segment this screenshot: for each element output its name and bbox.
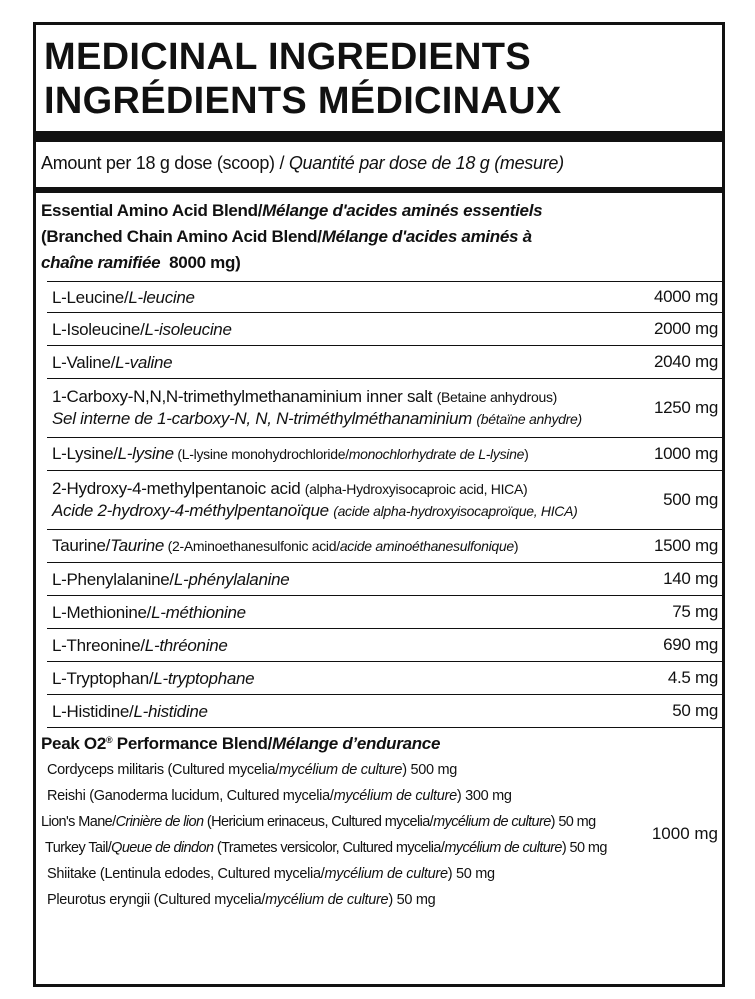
ingredient-note-en: (L-lysine monohydrochloride/ — [173, 446, 349, 462]
item-text-2: (Hericium erinaceus, Cultured mycelia/ — [203, 814, 434, 830]
ingredient-row-threonine — [47, 629, 722, 662]
item-text-2: (Trametes versicolor, Cultured mycelia/ — [213, 840, 445, 856]
ingredient-note-fr: monochlorhydrate de L-lysine — [348, 446, 525, 462]
title-french: INGRÉDIENTS MÉDICINAUX — [44, 80, 562, 122]
ingredient-note-en: (alpha-Hydroxyisocaproic acid, HICA) — [304, 481, 528, 497]
serving-amount-fr: Quantité par dose de 18 g (mesure) — [288, 153, 564, 173]
ingredient-row-valine — [47, 346, 722, 379]
peak-title-fr: Mélange d’endurance — [272, 734, 441, 753]
ingredient-amount: 4.5 mg — [667, 668, 718, 687]
ingredient-name-en: L-Phenylalanine/ — [52, 569, 174, 589]
ingredient-name-fr: L-phénylalanine — [173, 569, 290, 589]
ingredient-amount: 2000 mg — [653, 319, 718, 338]
ingredient-name-en: L-Histidine/ — [52, 701, 134, 721]
ingredient-name-en: L-Lysine/ — [52, 444, 118, 463]
ingredient-note-en: (2-Aminoethanesulfonic acid/ — [164, 538, 340, 554]
ingredient-name-fr: Sel interne de 1-carboxy-N, N, N-triméthylméthanaminium — [52, 409, 477, 428]
mushroom-item-turkey-tail — [41, 835, 607, 861]
ingredient-amount: 75 mg — [672, 602, 718, 621]
ingredient-row-leucine — [47, 281, 722, 313]
ingredient-amount: 2040 mg — [653, 352, 718, 371]
ingredient-amount: 500 mg — [663, 490, 718, 509]
ingredient-name-fr: L-histidine — [133, 701, 208, 721]
ingredient-name-fr: L-leucine — [128, 287, 195, 307]
ingredient-name-fr: L-tryptophane — [153, 668, 255, 688]
peak-blend-amount: 1000 mg — [651, 823, 718, 843]
item-text: Cordyceps militaris (Cultured mycelia/ — [47, 762, 279, 778]
ingredient-name-en: L-Tryptophan/ — [52, 668, 154, 688]
mushroom-item-reishi — [41, 783, 607, 809]
mushroom-item-shiitake — [41, 861, 607, 887]
mushroom-item-pleurotus — [41, 887, 607, 913]
ingredient-note-end: ) — [513, 538, 519, 554]
item-text-fr: Crinière de lion — [115, 814, 204, 830]
mushroom-list — [41, 754, 607, 913]
ingredient-amount: 50 mg — [672, 701, 718, 720]
item-amount: ) 300 mg — [456, 788, 512, 804]
ingredient-name-en: Taurine/ — [52, 536, 111, 555]
registered-mark: ® — [106, 735, 113, 745]
mushroom-item-lions-mane — [41, 809, 607, 835]
item-amount: ) 50 mg — [550, 814, 596, 830]
item-text: Turkey Tail/ — [45, 840, 112, 856]
blend-line2-fr: Mélange d'acides aminés à — [321, 227, 532, 246]
thick-divider — [36, 131, 722, 142]
ingredient-row-histidine — [47, 695, 722, 728]
ingredient-row-phenylalanine — [47, 563, 722, 596]
item-text-fr: mycélium de culture — [278, 762, 403, 778]
item-text: Reishi (Ganoderma lucidum, Cultured mycelia/ — [47, 788, 334, 804]
item-text-fr-2: mycélium de culture — [444, 840, 562, 856]
peak-title-en: Performance Blend/ — [112, 734, 272, 753]
ingredient-row-methionine — [47, 596, 722, 629]
ingredient-amount: 4000 mg — [653, 287, 718, 306]
item-text: Lion's Mane/ — [41, 814, 116, 830]
serving-amount-en: Amount per 18 g dose (scoop) / — [41, 153, 289, 173]
item-text-fr-2: mycélium de culture — [433, 814, 551, 830]
ingredient-name-en: L-Valine/ — [52, 352, 116, 372]
ingredient-note-fr: (bétaïne anhydre) — [476, 411, 582, 427]
ingredient-name-en: L-Leucine/ — [52, 287, 129, 307]
peak-blend-title — [41, 734, 722, 754]
ingredient-name-en: 2-Hydroxy-4-methylpentanoic acid — [52, 479, 305, 498]
item-amount: ) 500 mg — [402, 762, 458, 778]
item-amount: ) 50 mg — [561, 840, 607, 856]
ingredient-amount: 1250 mg — [653, 398, 718, 417]
ingredient-table — [47, 281, 722, 728]
ingredient-row-lysine — [47, 438, 722, 471]
ingredient-amount: 690 mg — [663, 635, 718, 654]
ingredient-name-fr: L-méthionine — [151, 602, 246, 622]
ingredient-row-tryptophan — [47, 662, 722, 695]
ingredient-name-en: 1-Carboxy-N,N,N-trimethylmethanaminium inner salt — [52, 387, 437, 406]
ingredient-row-taurine — [47, 530, 722, 563]
peak-o2-blend — [36, 728, 722, 913]
ingredient-name-en: L-Isoleucine/ — [52, 319, 145, 339]
ingredient-note-end: ) — [524, 446, 529, 462]
blend-line1-fr: Mélange d'acides aminés essentiels — [262, 201, 543, 220]
item-amount: ) 50 mg — [447, 866, 495, 882]
ingredient-note-fr: acide aminoéthanesulfonique — [339, 538, 514, 554]
item-text: Pleurotus eryngii (Cultured mycelia/ — [47, 892, 266, 908]
ingredient-amount: 1000 mg — [653, 444, 718, 463]
item-text-fr: mycélium de culture — [333, 788, 457, 804]
ingredient-name-fr: L-lysine — [117, 444, 174, 463]
amino-blend-header — [36, 193, 722, 281]
ingredient-amount: 1500 mg — [653, 536, 718, 555]
item-text-fr: mycélium de culture — [324, 866, 448, 882]
blend-line2-en: (Branched Chain Amino Acid Blend/ — [41, 227, 322, 246]
ingredient-row-hica — [47, 471, 722, 530]
panel-title — [36, 25, 722, 131]
ingredient-name-en: L-Threonine/ — [52, 635, 145, 655]
blend-line1-en: Essential Amino Acid Blend/ — [41, 201, 263, 220]
item-amount: ) 50 mg — [388, 892, 436, 908]
serving-amount — [36, 142, 722, 187]
ingredient-note-en: (Betaine anhydrous) — [436, 389, 558, 405]
ingredient-row-isoleucine — [47, 313, 722, 346]
ingredients-panel — [33, 22, 725, 987]
peak-title-brand: Peak O2 — [41, 734, 107, 753]
ingredient-row-betaine — [47, 379, 722, 438]
ingredient-amount: 140 mg — [663, 569, 718, 588]
item-text: Shiitake (Lentinula edodes, Cultured mycelia/ — [47, 866, 325, 882]
blend-amount: 8000 mg) — [160, 253, 241, 272]
item-text-fr: mycélium de culture — [265, 892, 389, 908]
ingredient-note-fr: (acide alpha-hydroxyisocaproïque, HICA) — [333, 503, 578, 519]
blend-line3-fr: chaîne ramifiée — [41, 253, 161, 272]
ingredient-name-fr: L-valine — [115, 352, 173, 372]
ingredient-name-en: L-Methionine/ — [52, 602, 152, 622]
ingredient-name-fr: Acide 2-hydroxy-4-méthylpentanoïque — [52, 501, 334, 520]
item-text-fr: Queue de dindon — [111, 840, 214, 856]
ingredient-name-fr: Taurine — [110, 536, 165, 555]
ingredient-name-fr: L-isoleucine — [144, 319, 232, 339]
ingredient-name-fr: L-thréonine — [144, 635, 228, 655]
mushroom-item-cordyceps — [41, 757, 607, 783]
title-english: MEDICINAL INGREDIENTS — [44, 36, 531, 78]
